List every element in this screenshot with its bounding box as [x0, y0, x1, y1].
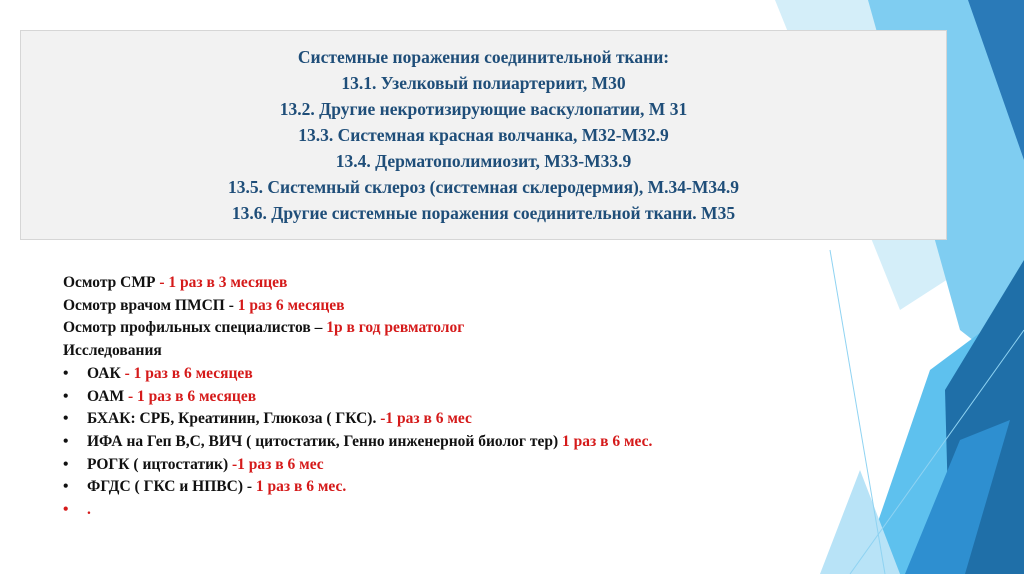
title-line-13-3: 13.3. Системная красная волчанка, М32-М32.9 — [298, 125, 669, 145]
title-line-13-2: 13.2. Другие некротизирующие васкулопатии, М 31 — [279, 99, 688, 119]
research-frequency: . — [87, 501, 91, 519]
research-frequency: -1 раз в 6 мес — [380, 410, 472, 428]
research-item — [63, 476, 843, 499]
exam-frequency: 1 раз 6 месяцев — [237, 296, 345, 314]
research-label: ФГДС ( ГКС и НПВС) - — [87, 478, 256, 496]
research-sep: - — [124, 387, 138, 405]
research-item — [63, 454, 843, 477]
research-item — [63, 431, 843, 454]
title-box — [20, 30, 947, 240]
exam-label: Осмотр врачом ПМСП — [63, 296, 229, 314]
exam-frequency: 1р в год ревматолог — [326, 319, 465, 337]
exam-frequency: 1 раз в 3 месяцев — [168, 274, 288, 291]
title-line-13-5: 13.5. Системный склероз (системная склеродермия), М.34-М34.9 — [228, 177, 739, 197]
research-item — [63, 386, 843, 409]
research-item — [63, 408, 843, 431]
title-line-13-4: 13.4. Дерматополимиозит, М33-М33.9 — [335, 151, 632, 171]
research-sep: - — [120, 364, 134, 382]
research-label: ОАМ — [87, 387, 125, 405]
research-label: РОГК ( ицтостатик) — [87, 455, 233, 473]
bullet-icon: • — [63, 410, 69, 428]
bullet-icon: • — [63, 364, 69, 382]
research-label: ИФА на Геп В,С, ВИЧ ( цитостатик, Генно инженерной биолог тер) — [87, 432, 562, 450]
research-frequency: 1 раз в 6 месяцев — [137, 387, 257, 405]
research-frequency: 1 раз в 6 месяцев — [133, 364, 253, 382]
research-item — [63, 363, 843, 386]
bullet-icon: • — [63, 432, 69, 450]
research-frequency: 1 раз в 6 мес. — [255, 478, 347, 496]
title-line-heading: Системные поражения соединительной ткани: — [297, 47, 670, 67]
exam-row — [63, 272, 843, 295]
research-heading: Исследования — [63, 342, 162, 360]
title-line-13-6: 13.6. Другие системные поражения соединительной ткани. М35 — [231, 203, 736, 223]
bullet-icon: • — [63, 501, 69, 519]
exam-label: Осмотр СМР — [63, 274, 156, 291]
research-item — [63, 499, 843, 522]
exam-sep: - — [155, 274, 169, 291]
content-body — [63, 272, 843, 522]
exam-label: Осмотр профильных специалистов – — [63, 319, 327, 337]
exam-sep: - — [228, 296, 238, 314]
bullet-icon: • — [63, 478, 69, 496]
bullet-icon: • — [63, 387, 69, 405]
exam-row — [63, 317, 843, 340]
research-label: БХАК: СРБ, Креатинин, Глюкоза ( ГКС). — [87, 410, 381, 428]
research-label: ОАК — [87, 364, 121, 382]
research-frequency: 1 раз в 6 мес. — [561, 432, 653, 450]
research-frequency: -1 раз в 6 мес — [232, 455, 324, 473]
bullet-icon: • — [63, 455, 69, 473]
exam-row — [63, 295, 843, 318]
title-line-13-1: 13.1. Узелковый полиартериит, М30 — [341, 73, 626, 93]
